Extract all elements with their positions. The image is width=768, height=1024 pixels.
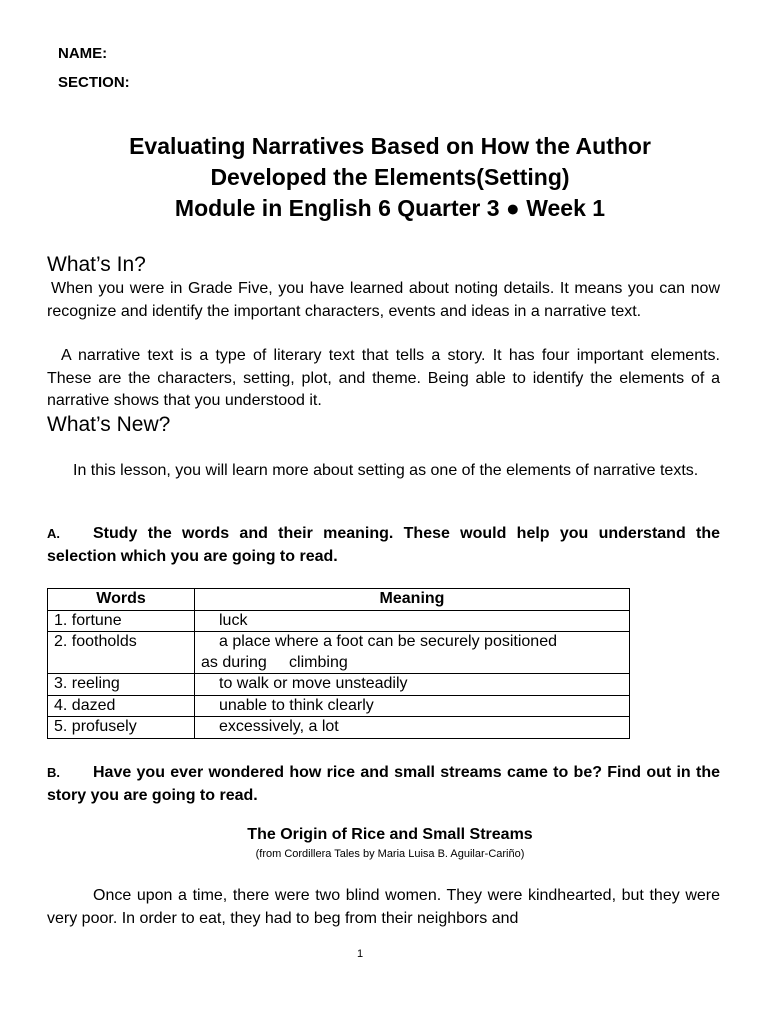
meaning-line-2: as during climbing xyxy=(201,653,348,671)
table-row xyxy=(48,717,630,739)
table-row xyxy=(48,695,630,717)
word-cell: 5. profusely xyxy=(48,717,195,739)
words-column-header: Words xyxy=(48,589,195,611)
title-line-3: Module in English 6 Quarter 3 ● Week 1 xyxy=(174,195,606,221)
whats-in-heading: What’s In? xyxy=(47,253,146,276)
table-row xyxy=(48,632,630,674)
meaning-cell xyxy=(195,632,630,674)
title-line-1: Evaluating Narratives Based on How the Author xyxy=(129,133,651,159)
meaning-line-1: a place where a foot can be securely positioned xyxy=(219,633,557,650)
whats-new-paragraph: In this lesson, you will learn more about setting as one of the elements of narrative texts. xyxy=(73,462,699,479)
table-row xyxy=(48,610,630,632)
whats-in-paragraph-1: When you were in Grade Five, you have learned about noting details. It means you can now recognize and identify the important characters, events and ideas in a narrative text. xyxy=(47,280,720,320)
word-cell: 4. dazed xyxy=(48,695,195,717)
whats-new-heading: What’s New? xyxy=(47,413,171,436)
instruction-b xyxy=(47,762,720,807)
table-row xyxy=(48,674,630,696)
meaning-cell: to walk or move unsteadily xyxy=(195,674,630,696)
word-cell: 3. reeling xyxy=(48,674,195,696)
title-line-2: Developed the Elements(Setting) xyxy=(210,164,570,190)
story-paragraph-1: Once upon a time, there were two blind women. They were kindhearted, but they were very poor. In order to eat, they had to beg from their neighbors and xyxy=(47,887,720,927)
story-title: The Origin of Rice and Small Streams xyxy=(247,826,533,843)
name-label: NAME: xyxy=(58,45,108,62)
meaning-cell: excessively, a lot xyxy=(195,717,630,739)
table-header-row xyxy=(48,589,630,611)
word-cell: 1. fortune xyxy=(48,610,195,632)
whats-in-paragraph-2: A narrative text is a type of literary text that tells a story. It has four important elements. These are the characters, setting, plot, and theme. Being able to identify the elements of a narrative shows that you understood it. xyxy=(47,347,720,409)
instruction-a-marker: A. xyxy=(47,526,60,541)
instruction-a-text: Study the words and their meaning. These would help you understand the selection which you are going to read. xyxy=(47,525,720,565)
vocabulary-table xyxy=(47,588,630,739)
section-label: SECTION: xyxy=(58,74,130,91)
meaning-cell: luck xyxy=(195,610,630,632)
meaning-cell: unable to think clearly xyxy=(195,695,630,717)
meaning-column-header: Meaning xyxy=(195,589,630,611)
instruction-a xyxy=(47,523,720,568)
instruction-b-text: Have you ever wondered how rice and small streams came to be? Find out in the story you are going to read. xyxy=(47,764,720,804)
story-source: (from Cordillera Tales by Maria Luisa B. Aguilar-Cariño) xyxy=(255,848,525,860)
instruction-b-marker: B. xyxy=(47,765,60,780)
document-title xyxy=(40,131,740,224)
page-number: 1 xyxy=(356,948,364,960)
word-cell: 2. footholds xyxy=(48,632,195,674)
